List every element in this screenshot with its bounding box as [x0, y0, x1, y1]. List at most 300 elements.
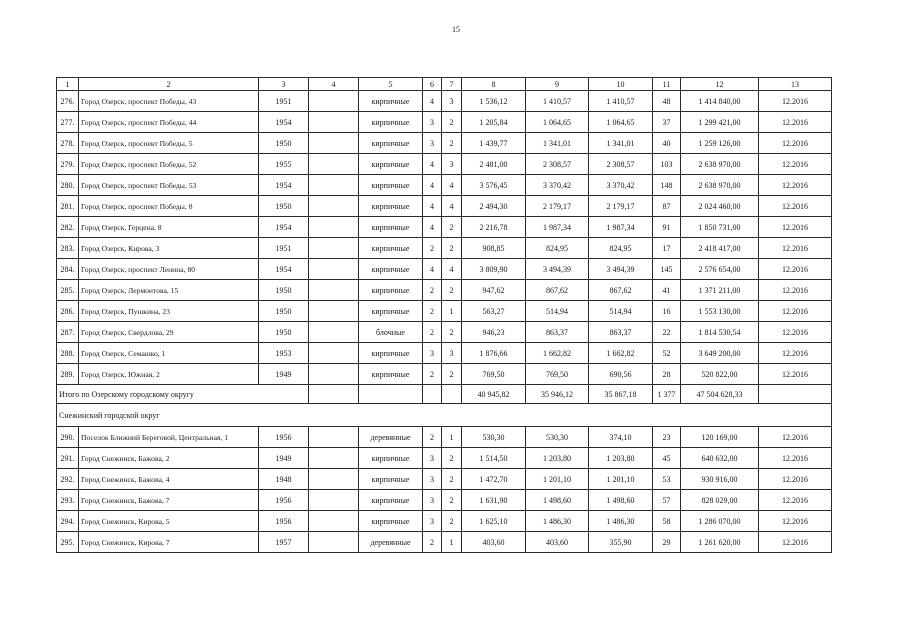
row-number: 286. [57, 301, 79, 322]
entrances: 1 [442, 301, 462, 322]
row-number: 277. [57, 112, 79, 133]
cost: 1 286 070,00 [681, 511, 759, 532]
year-built: 1949 [259, 364, 309, 385]
residents: 23 [653, 427, 681, 448]
residential-area: 374,10 [589, 427, 653, 448]
entrances: 4 [442, 196, 462, 217]
deadline: 12.2016 [759, 532, 832, 553]
living-area: 1 203,80 [526, 448, 589, 469]
living-area: 1 662,82 [526, 343, 589, 364]
wall-material: блочные [359, 322, 423, 343]
residential-area: 690,56 [589, 364, 653, 385]
address: Город Озерск, Кирова, 3 [79, 238, 259, 259]
living-area: 1 341,01 [526, 133, 589, 154]
total-area: 1 536,12 [462, 91, 526, 112]
register-body [57, 78, 832, 553]
living-area: 769,50 [526, 364, 589, 385]
address: Город Снежинск, Кирова, 5 [79, 511, 259, 532]
deadline: 12.2016 [759, 490, 832, 511]
wall-material: кирпичные [359, 301, 423, 322]
cost: 1 371 211,00 [681, 280, 759, 301]
deadline: 12.2016 [759, 280, 832, 301]
table-row [57, 490, 832, 511]
living-area: 530,30 [526, 427, 589, 448]
table-row [57, 322, 832, 343]
cost: 1 414 840,00 [681, 91, 759, 112]
page-number: 15 [452, 25, 460, 34]
row-number: 281. [57, 196, 79, 217]
address: Город Озерск, Южная, 2 [79, 364, 259, 385]
empty-column [309, 196, 359, 217]
entrances: 4 [442, 175, 462, 196]
column-number-7: 7 [442, 78, 462, 91]
living-area: 1 064,65 [526, 112, 589, 133]
year-built: 1951 [259, 91, 309, 112]
cost: 2 638 970,00 [681, 154, 759, 175]
living-area: 1 201,10 [526, 469, 589, 490]
wall-material: кирпичные [359, 490, 423, 511]
residential-area: 3 494,39 [589, 259, 653, 280]
wall-material: кирпичные [359, 133, 423, 154]
total-area: 946,23 [462, 322, 526, 343]
living-area: 2 308,57 [526, 154, 589, 175]
year-built: 1957 [259, 532, 309, 553]
floors: 2 [423, 238, 442, 259]
floors [423, 385, 442, 404]
deadline: 12.2016 [759, 427, 832, 448]
living-area: 867,62 [526, 280, 589, 301]
living-area: 2 179,17 [526, 196, 589, 217]
empty-column [309, 91, 359, 112]
total-area: 1 625,10 [462, 511, 526, 532]
column-number-10: 10 [589, 78, 653, 91]
wall-material: кирпичные [359, 217, 423, 238]
row-number: 295. [57, 532, 79, 553]
living-area: 1 410,57 [526, 91, 589, 112]
row-number: 280. [57, 175, 79, 196]
floors: 3 [423, 511, 442, 532]
column-number-9: 9 [526, 78, 589, 91]
year-built: 1956 [259, 490, 309, 511]
year-built: 1956 [259, 511, 309, 532]
wall-material: кирпичные [359, 196, 423, 217]
deadline: 12.2016 [759, 238, 832, 259]
table-row [57, 511, 832, 532]
deadline: 12.2016 [759, 322, 832, 343]
residents: 17 [653, 238, 681, 259]
row-number: 276. [57, 91, 79, 112]
address: Город Снежинск, Бажова, 4 [79, 469, 259, 490]
total-area: 3 809,90 [462, 259, 526, 280]
table-row [57, 175, 832, 196]
living-area: 1 486,30 [526, 511, 589, 532]
floors: 4 [423, 175, 442, 196]
table-row [57, 238, 832, 259]
entrances: 2 [442, 217, 462, 238]
total-area: 563,27 [462, 301, 526, 322]
year-built: 1950 [259, 301, 309, 322]
empty-column [309, 280, 359, 301]
residential-area: 1 341,01 [589, 133, 653, 154]
entrances: 3 [442, 154, 462, 175]
deadline: 12.2016 [759, 112, 832, 133]
residents: 37 [653, 112, 681, 133]
floors: 2 [423, 301, 442, 322]
floors: 2 [423, 322, 442, 343]
living-area: 1 987,34 [526, 217, 589, 238]
empty-column [309, 175, 359, 196]
table-row [57, 154, 832, 175]
cost: 2 638 970,00 [681, 175, 759, 196]
deadline: 12.2016 [759, 175, 832, 196]
cost: 1 814 530,54 [681, 322, 759, 343]
residential-area: 1 498,60 [589, 490, 653, 511]
floors: 3 [423, 448, 442, 469]
cost: 930 916,00 [681, 469, 759, 490]
year-built: 1950 [259, 280, 309, 301]
year-built: 1955 [259, 154, 309, 175]
cost: 828 029,00 [681, 490, 759, 511]
wall-material: кирпичные [359, 280, 423, 301]
floors: 4 [423, 196, 442, 217]
table-row [57, 301, 832, 322]
residential-area: 1 987,34 [589, 217, 653, 238]
housing-register-table [56, 77, 832, 553]
table-row [57, 448, 832, 469]
cost: 3 649 200,00 [681, 343, 759, 364]
residential-area: 867,62 [589, 280, 653, 301]
wall-material: кирпичные [359, 154, 423, 175]
residents: 57 [653, 490, 681, 511]
empty-column [309, 343, 359, 364]
table-row [57, 364, 832, 385]
column-number-13: 13 [759, 78, 832, 91]
residential-area: 1 410,57 [589, 91, 653, 112]
column-number-11: 11 [653, 78, 681, 91]
cost: 1 553 130,00 [681, 301, 759, 322]
cost: 520 822,00 [681, 364, 759, 385]
table-row [57, 196, 832, 217]
empty-column [309, 259, 359, 280]
entrances: 2 [442, 490, 462, 511]
address: Город Озерск, Герцена, 8 [79, 217, 259, 238]
column-number-3: 3 [259, 78, 309, 91]
table-row [57, 91, 832, 112]
residential-area: 1 201,10 [589, 469, 653, 490]
residents: 148 [653, 175, 681, 196]
entrances: 4 [442, 259, 462, 280]
year-built: 1954 [259, 217, 309, 238]
cost: 640 632,00 [681, 448, 759, 469]
row-number: 288. [57, 343, 79, 364]
address: Город Озерск, проспект Победы, 8 [79, 196, 259, 217]
column-number-8: 8 [462, 78, 526, 91]
total-area: 1 439,77 [462, 133, 526, 154]
cost: 2 024 460,00 [681, 196, 759, 217]
residents: 40 [653, 133, 681, 154]
section-label: Снежинский городской округ [57, 404, 832, 427]
living-area: 824,95 [526, 238, 589, 259]
year-built: 1953 [259, 343, 309, 364]
cost: 1 261 620,00 [681, 532, 759, 553]
table-row [57, 259, 832, 280]
residents: 41 [653, 280, 681, 301]
residents: 16 [653, 301, 681, 322]
residents: 28 [653, 364, 681, 385]
wall-material: кирпичные [359, 238, 423, 259]
column-number-6: 6 [423, 78, 442, 91]
entrances: 2 [442, 280, 462, 301]
address: Город Озерск, проспект Победы, 43 [79, 91, 259, 112]
entrances: 1 [442, 427, 462, 448]
year-built: 1950 [259, 196, 309, 217]
year-built: 1954 [259, 175, 309, 196]
table-row [57, 532, 832, 553]
empty-column [309, 385, 359, 404]
year-built: 1949 [259, 448, 309, 469]
row-number: 285. [57, 280, 79, 301]
address: Город Озерск, проспект Победы, 53 [79, 175, 259, 196]
table-row [57, 469, 832, 490]
row-number: 289. [57, 364, 79, 385]
total-row [57, 385, 832, 404]
living-area: 3 370,42 [526, 175, 589, 196]
total-area: 1 876,66 [462, 343, 526, 364]
entrances: 3 [442, 343, 462, 364]
floors: 3 [423, 112, 442, 133]
living-area: 863,37 [526, 322, 589, 343]
row-number: 290. [57, 427, 79, 448]
residents: 29 [653, 532, 681, 553]
year-built: 1956 [259, 427, 309, 448]
empty-column [309, 448, 359, 469]
wall-material: кирпичные [359, 511, 423, 532]
residents: 53 [653, 469, 681, 490]
empty-column [309, 301, 359, 322]
living-area: 35 946,12 [526, 385, 589, 404]
column-number-row [57, 78, 832, 91]
deadline [759, 385, 832, 404]
cost: 1 850 731,00 [681, 217, 759, 238]
deadline: 12.2016 [759, 217, 832, 238]
residential-area: 355,90 [589, 532, 653, 553]
wall-material: кирпичные [359, 259, 423, 280]
residential-area: 2 308,57 [589, 154, 653, 175]
column-number-4: 4 [309, 78, 359, 91]
wall-material [359, 385, 423, 404]
entrances: 2 [442, 112, 462, 133]
residents: 145 [653, 259, 681, 280]
empty-column [309, 490, 359, 511]
column-number-12: 12 [681, 78, 759, 91]
cost: 1 299 421,00 [681, 112, 759, 133]
address: Город Озерск, проспект Победы, 5 [79, 133, 259, 154]
row-number: 293. [57, 490, 79, 511]
floors: 3 [423, 343, 442, 364]
year-built: 1954 [259, 112, 309, 133]
address: Город Озерск, проспект Победы, 44 [79, 112, 259, 133]
table-row [57, 427, 832, 448]
residential-area: 35 867,18 [589, 385, 653, 404]
empty-column [309, 112, 359, 133]
row-number: 291. [57, 448, 79, 469]
living-area: 1 498,60 [526, 490, 589, 511]
address: Город Озерск, Семашко, 1 [79, 343, 259, 364]
wall-material: кирпичные [359, 175, 423, 196]
residential-area: 1 064,65 [589, 112, 653, 133]
living-area: 3 494,39 [526, 259, 589, 280]
deadline: 12.2016 [759, 301, 832, 322]
living-area: 514,94 [526, 301, 589, 322]
cost: 47 504 628,33 [681, 385, 759, 404]
residential-area: 863,37 [589, 322, 653, 343]
residents: 58 [653, 511, 681, 532]
floors: 2 [423, 280, 442, 301]
empty-column [309, 427, 359, 448]
address: Город Озерск, Пушкина, 23 [79, 301, 259, 322]
wall-material: кирпичные [359, 91, 423, 112]
total-area: 1 631,90 [462, 490, 526, 511]
entrances: 2 [442, 133, 462, 154]
total-area: 530,30 [462, 427, 526, 448]
address: Город Озерск, Свердлова, 29 [79, 322, 259, 343]
empty-column [309, 469, 359, 490]
residential-area: 2 179,17 [589, 196, 653, 217]
total-area: 2 481,00 [462, 154, 526, 175]
row-number: 279. [57, 154, 79, 175]
floors: 4 [423, 217, 442, 238]
address: Город Снежинск, Бажова, 2 [79, 448, 259, 469]
living-area: 403,60 [526, 532, 589, 553]
entrances: 2 [442, 322, 462, 343]
table-row [57, 343, 832, 364]
residents: 1 377 [653, 385, 681, 404]
floors: 2 [423, 532, 442, 553]
row-number: 283. [57, 238, 79, 259]
section-row [57, 404, 832, 427]
total-area: 947,62 [462, 280, 526, 301]
total-area: 908,85 [462, 238, 526, 259]
deadline: 12.2016 [759, 259, 832, 280]
total-area: 2 494,30 [462, 196, 526, 217]
row-number: 282. [57, 217, 79, 238]
deadline: 12.2016 [759, 469, 832, 490]
deadline: 12.2016 [759, 364, 832, 385]
total-area: 403,60 [462, 532, 526, 553]
total-area: 1 514,50 [462, 448, 526, 469]
cost: 2 418 417,00 [681, 238, 759, 259]
wall-material: деревянные [359, 532, 423, 553]
floors: 4 [423, 154, 442, 175]
deadline: 12.2016 [759, 448, 832, 469]
address: Город Снежинск, Кирова, 7 [79, 532, 259, 553]
residents: 22 [653, 322, 681, 343]
row-number: 287. [57, 322, 79, 343]
cost: 2 576 654,00 [681, 259, 759, 280]
total-area: 2 216,78 [462, 217, 526, 238]
empty-column [309, 511, 359, 532]
floors: 3 [423, 490, 442, 511]
year-built: 1950 [259, 133, 309, 154]
wall-material: кирпичные [359, 112, 423, 133]
cost: 1 259 126,00 [681, 133, 759, 154]
table-row [57, 133, 832, 154]
address: Поселок Ближний Береговой, Центральная, 1 [79, 427, 259, 448]
residential-area: 1 486,30 [589, 511, 653, 532]
floors: 3 [423, 469, 442, 490]
year-built: 1954 [259, 259, 309, 280]
floors: 4 [423, 259, 442, 280]
address: Город Озерск, проспект Ленина, 80 [79, 259, 259, 280]
column-number-1: 1 [57, 78, 79, 91]
cost: 120 169,00 [681, 427, 759, 448]
deadline: 12.2016 [759, 133, 832, 154]
residents: 87 [653, 196, 681, 217]
column-number-2: 2 [79, 78, 259, 91]
entrances: 2 [442, 364, 462, 385]
address: Город Озерск, Лермонтова, 15 [79, 280, 259, 301]
total-area: 1 472,70 [462, 469, 526, 490]
entrances: 2 [442, 448, 462, 469]
residential-area: 514,94 [589, 301, 653, 322]
wall-material: кирпичные [359, 448, 423, 469]
floors: 2 [423, 427, 442, 448]
residential-area: 3 370,42 [589, 175, 653, 196]
total-area: 769,50 [462, 364, 526, 385]
total-area: 3 576,45 [462, 175, 526, 196]
empty-column [309, 322, 359, 343]
residents: 45 [653, 448, 681, 469]
year-built: 1951 [259, 238, 309, 259]
table-row [57, 217, 832, 238]
entrances: 3 [442, 91, 462, 112]
year-built: 1950 [259, 322, 309, 343]
residents: 91 [653, 217, 681, 238]
entrances: 2 [442, 469, 462, 490]
wall-material: кирпичные [359, 343, 423, 364]
deadline: 12.2016 [759, 91, 832, 112]
floors: 3 [423, 133, 442, 154]
floors: 4 [423, 91, 442, 112]
residents: 103 [653, 154, 681, 175]
entrances: 1 [442, 532, 462, 553]
wall-material: деревянные [359, 427, 423, 448]
column-number-5: 5 [359, 78, 423, 91]
address: Город Снежинск, Бажова, 7 [79, 490, 259, 511]
wall-material: кирпичные [359, 469, 423, 490]
row-number: 284. [57, 259, 79, 280]
entrances: 2 [442, 238, 462, 259]
deadline: 12.2016 [759, 511, 832, 532]
residential-area: 824,95 [589, 238, 653, 259]
empty-column [309, 133, 359, 154]
year-built: 1948 [259, 469, 309, 490]
residential-area: 1 662,82 [589, 343, 653, 364]
empty-column [309, 154, 359, 175]
row-number: 278. [57, 133, 79, 154]
empty-column [309, 238, 359, 259]
residents: 52 [653, 343, 681, 364]
row-number: 294. [57, 511, 79, 532]
total-area: 40 945,82 [462, 385, 526, 404]
residents: 48 [653, 91, 681, 112]
table-row [57, 280, 832, 301]
entrances: 2 [442, 511, 462, 532]
empty-column [309, 364, 359, 385]
total-area: 1 205,84 [462, 112, 526, 133]
address: Город Озерск, проспект Победы, 52 [79, 154, 259, 175]
empty-column [309, 532, 359, 553]
